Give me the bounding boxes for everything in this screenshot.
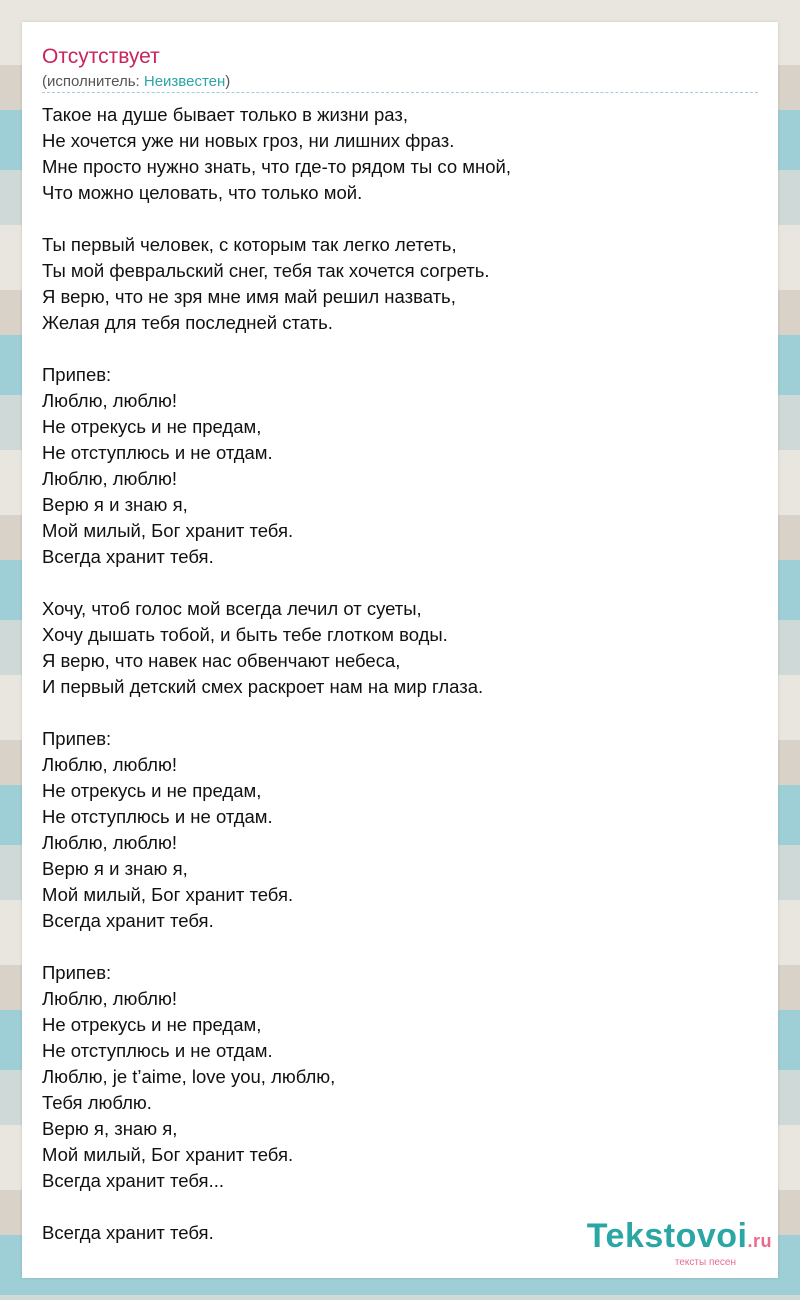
lyric-line: Всегда хранит тебя. [42, 546, 214, 567]
lyric-line: Хочу дышать тобой, и быть тебе глотком воды. [42, 624, 448, 645]
lyric-line: Что можно целовать, что только мой. [42, 182, 363, 203]
lyric-line: Не отступлюсь и не отдам. [42, 806, 273, 827]
stanza-break [42, 934, 758, 960]
lyric-line: Верю я и знаю я, [42, 494, 188, 515]
lyric-line: Ты мой февральский снег, тебя так хочется согреть. [42, 260, 490, 281]
lyric-line: Верю я и знаю я, [42, 858, 188, 879]
lyric-line: Всегда хранит тебя. [42, 910, 214, 931]
lyric-line: Припев: [42, 364, 112, 385]
stanza-break [42, 570, 758, 596]
lyric-line: Люблю, люблю! [42, 390, 177, 411]
lyric-line: Не отрекусь и не предам, [42, 1014, 262, 1035]
logo-wordmark [587, 1219, 772, 1258]
lyric-line: Не отрекусь и не предам, [42, 416, 262, 437]
lyric-line: Припев: [42, 728, 112, 749]
song-title: Отсутствует [42, 45, 160, 68]
lyric-line: Я верю, что навек нас обвенчают небеса, [42, 650, 401, 671]
lyric-line: Люблю, люблю! [42, 468, 177, 489]
logo-ru-suffix: .ru [747, 1231, 772, 1251]
lyric-line: Желая для тебя последней стать. [42, 312, 333, 333]
lyric-line: Ты первый человек, с которым так легко лететь, [42, 234, 457, 255]
lyric-line: Не отступлюсь и не отдам. [42, 1040, 273, 1061]
lyric-line: Такое на душе бывает только в жизни раз, [42, 104, 408, 125]
lyric-line: И первый детский смех раскроет нам на мир глаза. [42, 676, 484, 697]
lyric-line: Всегда хранит тебя... [42, 1170, 224, 1191]
stanza-break [42, 336, 758, 362]
lyric-line: Тебя люблю. [42, 1092, 152, 1113]
lyrics-card [22, 22, 778, 1278]
lyric-line: Верю я, знаю я, [42, 1118, 178, 1139]
lyric-line: Хочу, чтоб голос мой всегда лечил от суеты, [42, 598, 422, 619]
stanza-break [42, 206, 758, 232]
artist-line [42, 72, 230, 92]
lyric-line: Люблю, люблю! [42, 754, 177, 775]
lyric-line: Не хочется уже ни новых гроз, ни лишних фраз. [42, 130, 455, 151]
lyric-line: Мой милый, Бог хранит тебя. [42, 520, 294, 541]
logo-tagline: тексты песен [674, 1257, 736, 1268]
lyric-line: Всегда хранит тебя. [42, 1222, 214, 1243]
lyrics-text [42, 102, 758, 1246]
lyric-line: Люблю, люблю! [42, 832, 177, 853]
lyric-line: Люблю, люблю! [42, 988, 177, 1009]
stanza-break [42, 700, 758, 726]
lyric-line: Мой милый, Бог хранит тебя. [42, 884, 294, 905]
artist-suffix: ) [225, 73, 231, 90]
lyric-line: Не отрекусь и не предам, [42, 780, 262, 801]
site-logo[interactable] [587, 1219, 772, 1268]
lyric-line: Мне просто нужно знать, что где-то рядом ты со мной, [42, 156, 511, 177]
lyric-line: Люблю, je t’aime, love you, люблю, [42, 1066, 336, 1087]
title-divider [42, 92, 758, 93]
lyric-line: Мой милый, Бог хранит тебя. [42, 1144, 294, 1165]
lyric-line: Я верю, что не зря мне имя май решил назвать, [42, 286, 456, 307]
logo-main-text: Tekstovoi [586, 1217, 748, 1255]
artist-link[interactable]: Неизвестен [143, 73, 226, 90]
lyric-line: Припев: [42, 962, 112, 983]
lyric-line: Не отступлюсь и не отдам. [42, 442, 273, 463]
artist-prefix: (исполнитель: [42, 73, 144, 90]
